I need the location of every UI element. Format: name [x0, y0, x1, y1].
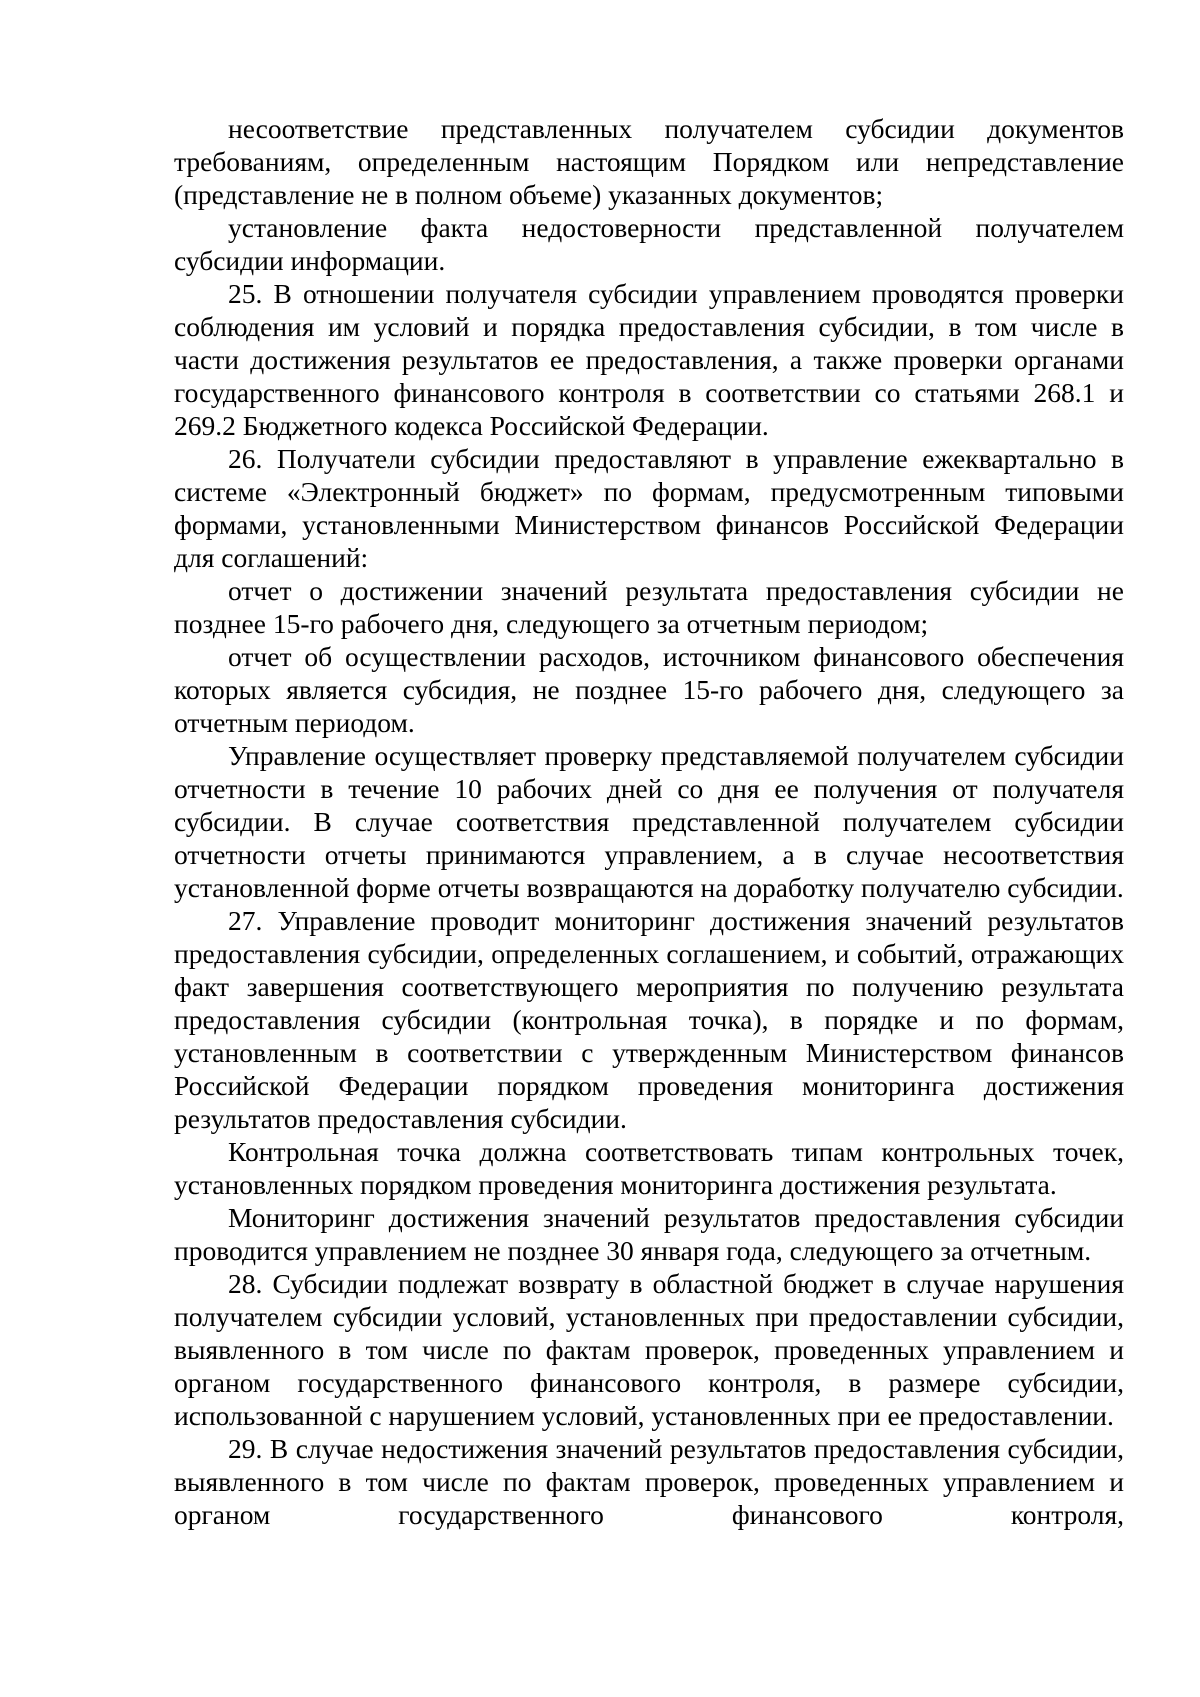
paragraph: несоответствие представленных получателем субсидии документов требованиям, определенным настоящим Порядком или непредставление (представление не в полном объеме) указанных документов;: [174, 113, 1124, 210]
paragraph-item-26: 26. Получатели субсидии предоставляют в управление ежеквартально в системе «Электронный бюджет» по формам, предусмотренным типовыми формами, установленными Министерством финансов Российской Федерации для соглашений:: [174, 443, 1124, 573]
document-body: [174, 112, 1124, 1531]
paragraph: отчет о достижении значений результата предоставления субсидии не позднее 15-го рабочего дня, следующего за отчетным периодом;: [174, 575, 1124, 639]
paragraph-item-27: 27. Управление проводит мониторинг достижения значений результатов предоставления субсидии, определенных соглашением, и событий, отражающих факт завершения соответствующего мероприятия по получению результата предоставления субсидии (контрольная точка), в порядке и по формам, установленным в соответствии с утвержденным Министерством финансов Российской Федерации порядком проведения мониторинга достижения результатов предоставления субсидии.: [174, 905, 1124, 1134]
paragraph: Контрольная точка должна соответствовать типам контрольных точек, установленных порядком проведения мониторинга достижения результата.: [174, 1136, 1124, 1200]
paragraph-item-29: 29. В случае недостижения значений результатов предоставления субсидии, выявленного в том числе по фактам проверок, проведенных управлением и органом государственного финансового контроля,: [174, 1433, 1124, 1530]
paragraph: Мониторинг достижения значений результатов предоставления субсидии проводится управлением не позднее 30 января года, следующего за отчетным.: [174, 1202, 1124, 1266]
paragraph: Управление осуществляет проверку представляемой получателем субсидии отчетности в течение 10 рабочих дней со дня ее получения от получателя субсидии. В случае соответствия представленной получателем субсидии отчетности отчеты принимаются управлением, а в случае несоответствия установленной форме отчеты возвращаются на доработку получателю субсидии.: [174, 740, 1124, 903]
paragraph-item-25: 25. В отношении получателя субсидии управлением проводятся проверки соблюдения им условий и порядка предоставления субсидии, в том числе в части достижения результатов ее предоставления, а также проверки органами государственного финансового контроля в соответствии со статьями 268.1 и 269.2 Бюджетного кодекса Российской Федерации.: [174, 278, 1124, 441]
paragraph: отчет об осуществлении расходов, источником финансового обеспечения которых является субсидия, не позднее 15-го рабочего дня, следующего за отчетным периодом.: [174, 641, 1124, 738]
paragraph-item-28: 28. Субсидии подлежат возврату в областной бюджет в случае нарушения получателем субсидии условий, установленных при предоставлении субсидии, выявленного в том числе по фактам проверок, проведенных управлением и органом государственного финансового контроля, в размере субсидии, использованной с нарушением условий, установленных при ее предоставлении.: [174, 1268, 1124, 1431]
paragraph: установление факта недостоверности представленной получателем субсидии информации.: [174, 212, 1124, 276]
